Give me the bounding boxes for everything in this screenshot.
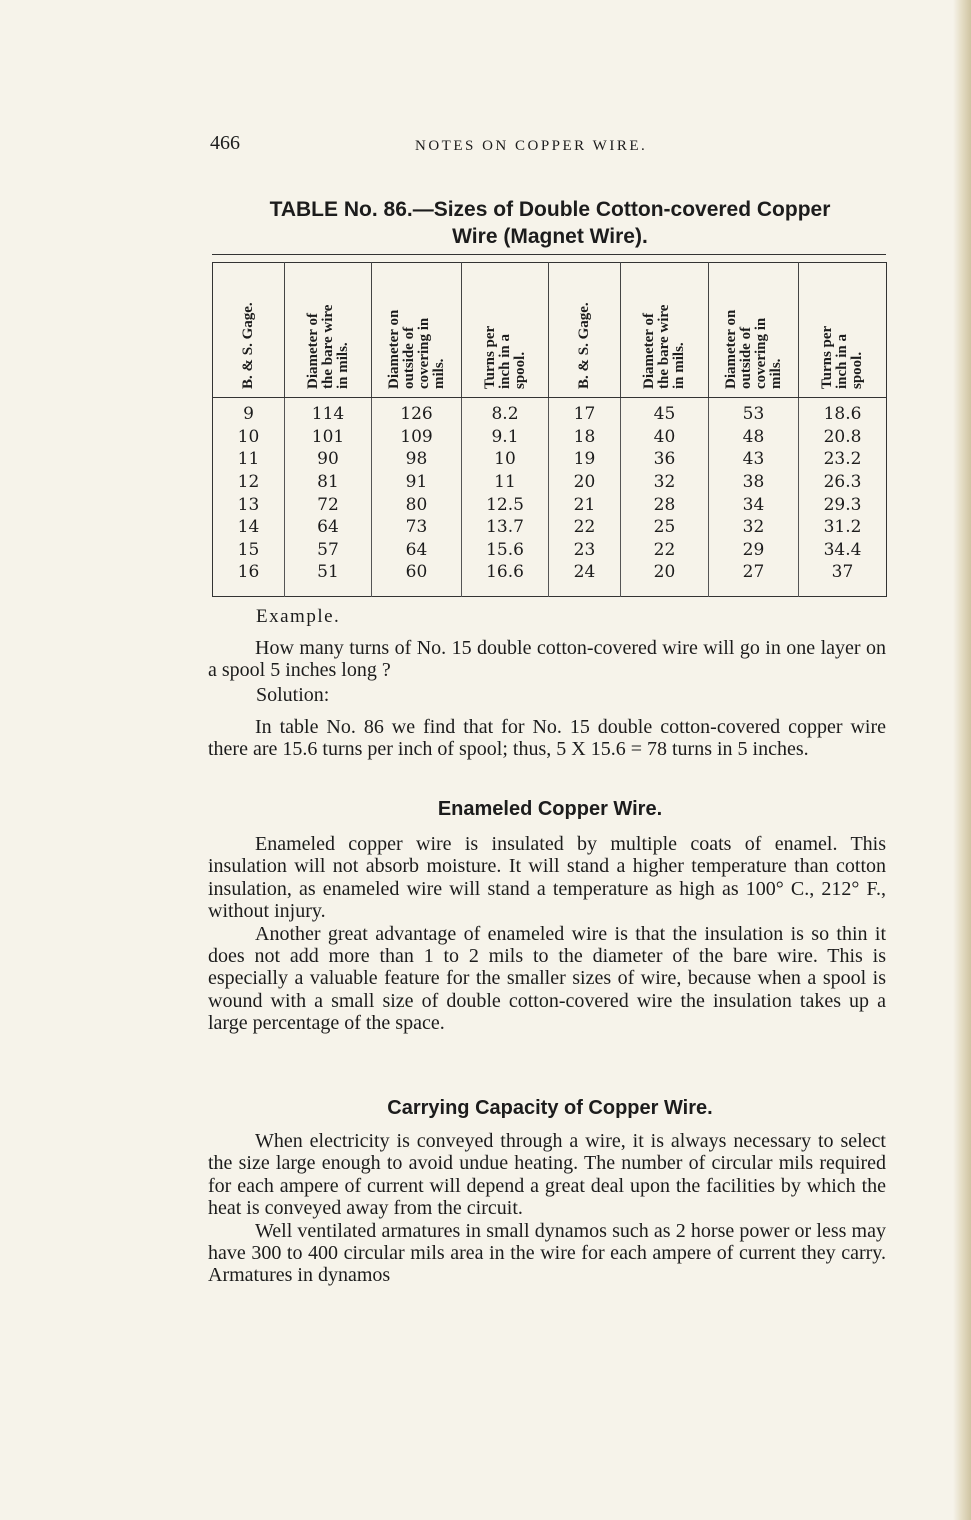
enameled-para-1: Enameled copper wire is insulated by multiple coats of enamel. This insulation will not absorb moisture. It will stand a higher temperature than cotton insulation, as enameled wire will stand a temperature as high as 100° C., 212° F., without injury. [208, 833, 886, 923]
table-cell: 32 [621, 471, 709, 494]
wire-size-table [212, 262, 887, 597]
table-row [213, 426, 887, 449]
table-cell: 20 [549, 471, 621, 494]
table-cell: 57 [285, 539, 372, 562]
table-cell: 80 [372, 493, 462, 516]
table-row [213, 493, 887, 516]
table-cell: 26.3 [823, 472, 862, 493]
table-title-line2: Wire (Magnet Wire). [452, 225, 648, 248]
enameled-heading: Enameled Copper Wire. [437, 798, 663, 820]
table-cell: 81 [285, 471, 372, 494]
table-cell: 12.5 [462, 493, 549, 516]
enameled-para-2: Another great advantage of enameled wire is that the insulation is so thin it does not add more than 1 to 2 mils to the diameter of the bare wire. This is especially a valuable feature for the smaller sizes of wire, because when a spool is wound with a small size of double cotton-covered wire the insulation takes up a large percentage of the space. [208, 922, 886, 1035]
page-edge [953, 0, 971, 1520]
table-row [213, 516, 887, 539]
table-cell: 16 [213, 561, 285, 596]
table-cell: 90 [285, 448, 372, 471]
solution-label: Solution: [256, 684, 330, 706]
table-cell: 60 [372, 561, 462, 596]
table-cell: 13.7 [462, 516, 549, 539]
table-cell: 17 [549, 398, 621, 426]
table-cell: 18.6 [823, 404, 862, 425]
page-number: 466 [210, 132, 240, 154]
table-row [213, 471, 887, 494]
table-cell: 37 [831, 562, 854, 583]
table-cell: 23.2 [823, 449, 862, 470]
enameled-body [208, 833, 886, 1035]
example-question: How many turns of No. 15 double cotton-covered wire will go in one layer on a spool 5 inches long ? [208, 637, 886, 682]
table-cell: 20 [621, 561, 709, 596]
table-cell: 9 [213, 398, 285, 426]
table-cell: 20.8 [823, 426, 862, 447]
table-cell: 45 [621, 398, 709, 426]
col-header: Turns per inch in a spool. [799, 263, 887, 398]
table-cell: 9.1 [462, 426, 549, 449]
table-cell: 15.6 [462, 539, 549, 562]
table-cell: 72 [285, 493, 372, 516]
table-cell: 10 [213, 426, 285, 449]
col-header: Diameter of the bare wire in mils. [285, 263, 372, 398]
table-cell: 34.4 [823, 539, 862, 560]
table-cell: 11 [462, 471, 549, 494]
table-cell: 32 [709, 516, 799, 539]
table-cell: 18 [549, 426, 621, 449]
table-title-line1: TABLE No. 86.—Sizes of Double Cotton-covered Copper [269, 198, 831, 221]
running-head: NOTES ON COPPER WIRE. [415, 138, 648, 154]
table-cell: 29.3 [823, 494, 862, 515]
table-row [213, 539, 887, 562]
table-cell: 19 [549, 448, 621, 471]
table-cell: 36 [621, 448, 709, 471]
table-header-row [213, 263, 887, 398]
col-header: Diameter on outside of covering in mils. [372, 263, 462, 398]
table-cell: 64 [285, 516, 372, 539]
table-cell: 23 [549, 539, 621, 562]
col-header: Turns per inch in a spool. [462, 263, 549, 398]
table-cell: 10 [462, 448, 549, 471]
table-cell: 126 [372, 398, 462, 426]
carrying-body [208, 1130, 886, 1287]
table-cell: 11 [213, 448, 285, 471]
table-cell: 98 [372, 448, 462, 471]
table-cell: 22 [549, 516, 621, 539]
table-cell: 48 [709, 426, 799, 449]
table-cell: 16.6 [462, 561, 549, 596]
col-header: Diameter on outside of covering in mils. [709, 263, 799, 398]
table-title [200, 196, 900, 250]
table-top-rule [212, 254, 886, 255]
table-cell: 8.2 [462, 398, 549, 426]
table-cell: 28 [621, 493, 709, 516]
table-cell: 15 [213, 539, 285, 562]
solution-text: In table No. 86 we find that for No. 15 double cotton-covered copper wire there are 15.6 turns per inch of spool; thus, 5 X 15.6 = 78 turns in 5 inches. [208, 716, 886, 761]
table-cell: 91 [372, 471, 462, 494]
table-row [213, 561, 887, 596]
table-cell: 101 [285, 426, 372, 449]
carrying-para-1: When electricity is conveyed through a wire, it is always necessary to select the size large enough to avoid undue heating. The number of circular mils required for each ampere of current will depend a great deal upon the facilities by which the heat is conveyed away from the circuit. [208, 1130, 886, 1220]
table-cell: 114 [285, 398, 372, 426]
table-cell: 13 [213, 493, 285, 516]
table-cell: 73 [372, 516, 462, 539]
carrying-para-2: Well ventilated armatures in small dynamos such as 2 horse power or less may have 300 to 400 circular mils area in the wire for each ampere of current they carry. Armatures in dynamos [208, 1219, 886, 1287]
table-cell: 24 [549, 561, 621, 596]
table-cell: 34 [709, 493, 799, 516]
table-cell: 38 [709, 471, 799, 494]
table-cell: 109 [372, 426, 462, 449]
col-header: B. & S. Gage. [549, 263, 621, 398]
page-header [210, 130, 890, 160]
col-header: Diameter of the bare wire in mils. [621, 263, 709, 398]
table-cell: 51 [285, 561, 372, 596]
table-cell: 40 [621, 426, 709, 449]
table-cell: 29 [709, 539, 799, 562]
table-cell: 22 [621, 539, 709, 562]
table-cell: 14 [213, 516, 285, 539]
table-cell: 25 [621, 516, 709, 539]
table-row [213, 448, 887, 471]
table-cell: 31.2 [823, 517, 862, 538]
table-cell: 53 [709, 398, 799, 426]
carrying-heading: Carrying Capacity of Copper Wire. [387, 1097, 713, 1119]
col-header: B. & S. Gage. [213, 263, 285, 398]
example-label: Example. [256, 606, 341, 627]
table-cell: 43 [709, 448, 799, 471]
table-cell: 21 [549, 493, 621, 516]
table-cell: 27 [709, 561, 799, 596]
table-cell: 12 [213, 471, 285, 494]
table-row [213, 398, 887, 426]
table-cell: 64 [372, 539, 462, 562]
